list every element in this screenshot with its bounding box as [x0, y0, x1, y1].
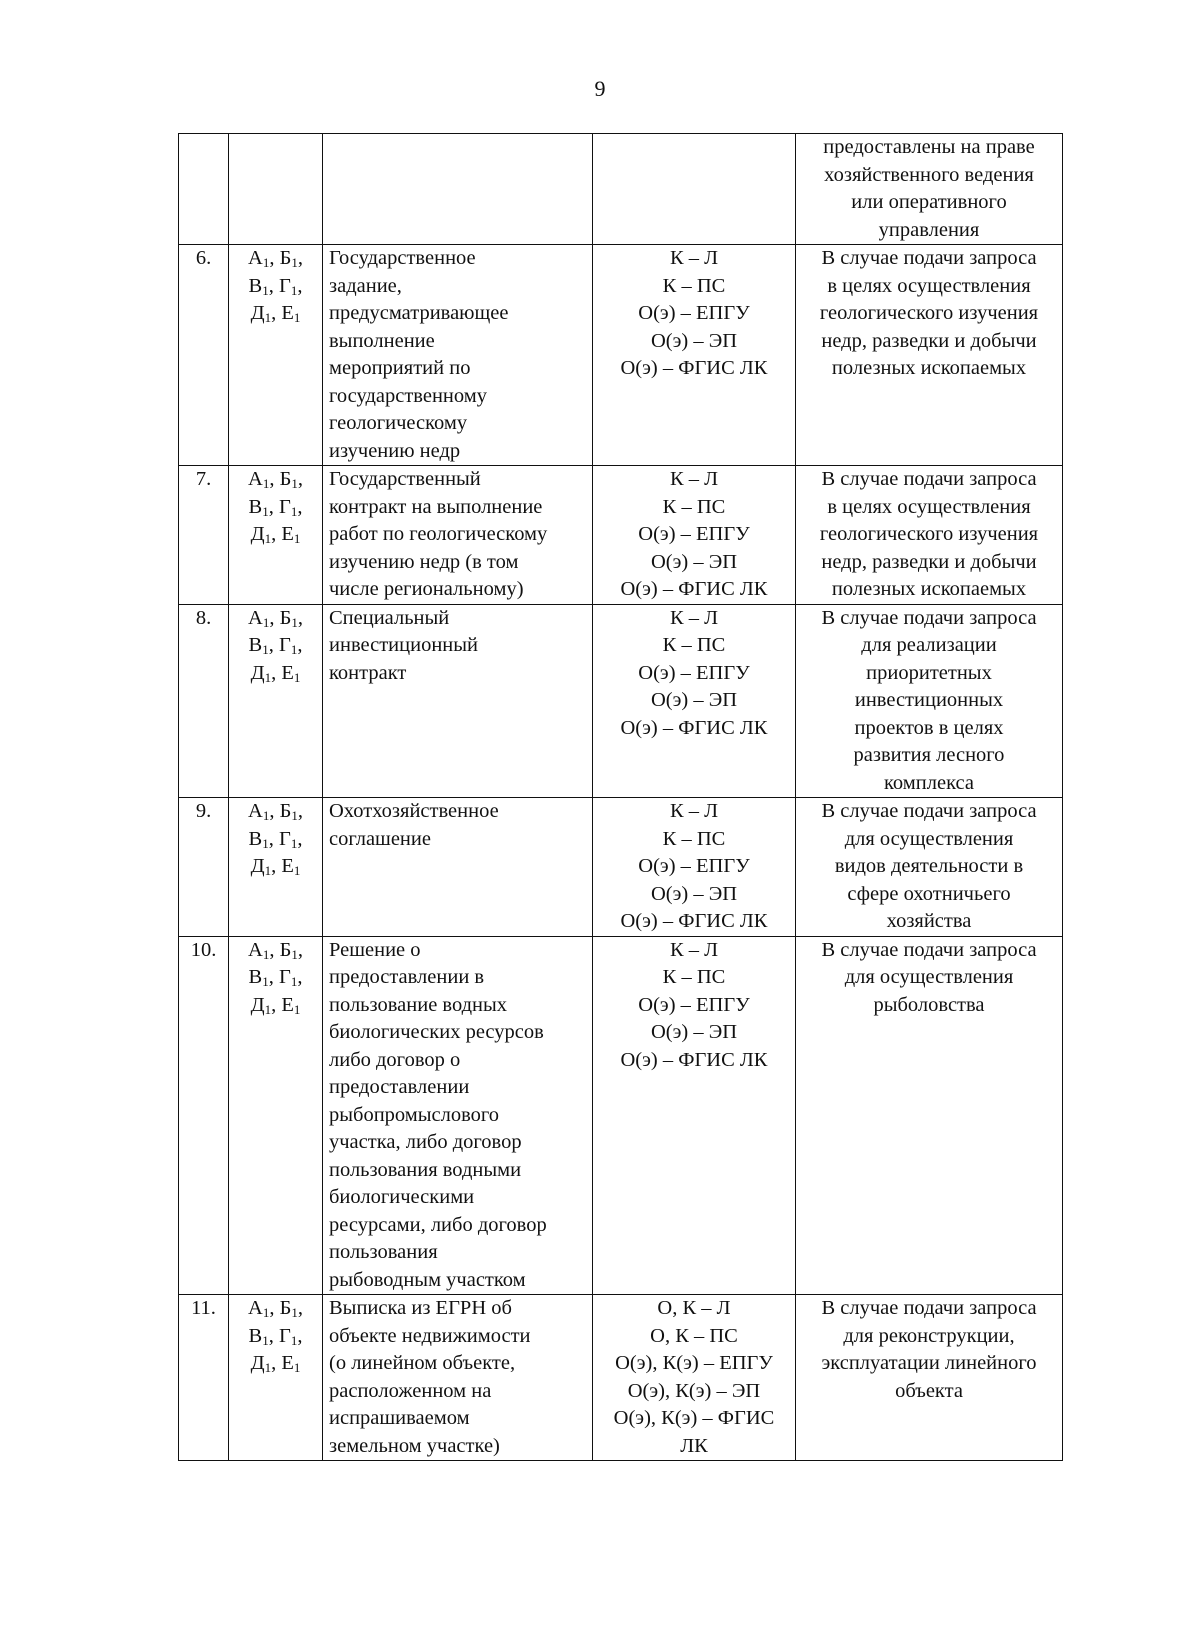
- document-line: ресурсами, либо договор: [329, 1213, 547, 1236]
- method-line: О(э) – ЕПГУ: [638, 661, 750, 684]
- row-number: 6.: [179, 245, 229, 466]
- table-row: [179, 936, 1063, 1295]
- document-line: Государственное: [329, 247, 476, 269]
- condition-line: для осуществления: [844, 966, 1014, 988]
- code-line: $А_1$, $Б_1$,: [248, 800, 303, 823]
- condition-line: полезных ископаемых: [831, 578, 1027, 600]
- condition: [796, 466, 1063, 605]
- condition-line: В случае подачи запроса: [821, 938, 1037, 961]
- table-row: [179, 245, 1063, 466]
- method-line: О(э) – ЭП: [650, 882, 738, 905]
- document-line: предоставлении: [329, 1076, 470, 1098]
- applicant-codes: [229, 1295, 323, 1461]
- method-line: К – Л: [669, 938, 719, 961]
- condition: [796, 1295, 1063, 1461]
- method-line: О(э) – ЕПГУ: [638, 302, 750, 324]
- document-line: мероприятий по: [329, 357, 471, 379]
- condition-line: сфере охотничьего: [847, 882, 1011, 905]
- document-line: испрашиваемом: [329, 1407, 470, 1429]
- document-table: [178, 133, 1063, 1461]
- method-line: К – ПС: [662, 827, 726, 850]
- condition-line: хозяйственного ведения: [824, 163, 1034, 186]
- condition-line: полезных ископаемых: [831, 357, 1027, 379]
- condition: [796, 604, 1063, 798]
- code-line: $В_1$, $Г_1$,: [248, 966, 303, 989]
- condition: [796, 245, 1063, 466]
- document-line: рыбоводным участком: [329, 1268, 526, 1291]
- method-line: О(э) – ЭП: [650, 689, 738, 711]
- row-number: 11.: [179, 1295, 229, 1461]
- code-line: $А_1$, $Б_1$,: [248, 938, 303, 962]
- method-line: К – Л: [669, 800, 719, 822]
- document-line: пользования водными: [329, 1158, 522, 1181]
- code-line: $Д_1$, $Е_1$: [250, 1352, 301, 1375]
- document-line: Выписка из ЕГРН об: [329, 1297, 512, 1319]
- document-name: [323, 245, 593, 466]
- applicant-codes: [229, 798, 323, 937]
- method-line: О(э) – ФГИС ЛК: [620, 357, 768, 379]
- document-line: предоставлении в: [329, 966, 485, 988]
- applicant-codes: [229, 245, 323, 466]
- document-name: [323, 798, 593, 937]
- row-number: 10.: [179, 936, 229, 1295]
- method-line: К – ПС: [662, 495, 726, 518]
- method-line: О(э) – ФГИС ЛК: [620, 578, 768, 600]
- row-number: 8.: [179, 604, 229, 798]
- document-name: [323, 134, 593, 245]
- condition-line: или оперативного: [851, 191, 1007, 213]
- condition-line: в целях осуществления: [827, 274, 1031, 297]
- condition-line: инвестиционных: [854, 689, 1004, 711]
- row-number: [179, 134, 229, 245]
- applicant-codes: [229, 604, 323, 798]
- method-line: О, К – ПС: [650, 1324, 738, 1347]
- document-line: инвестиционный: [329, 634, 479, 656]
- condition-line: хозяйства: [886, 910, 972, 932]
- document-line: изучению недр: [329, 439, 461, 462]
- document-line: контракт на выполнение: [329, 495, 543, 518]
- document-line: расположенном на: [329, 1379, 492, 1402]
- method-line: К – ПС: [662, 274, 726, 297]
- condition-line: в целях осуществления: [827, 495, 1031, 518]
- condition-line: В случае подачи запроса: [821, 247, 1037, 269]
- table-row: [179, 604, 1063, 798]
- method-line: О(э) – ЕПГУ: [638, 993, 750, 1016]
- table-row: [179, 1295, 1063, 1461]
- submission-methods: [593, 936, 796, 1295]
- code-line: $В_1$, $Г_1$,: [248, 827, 303, 851]
- document-line: земельном участке): [329, 1434, 500, 1457]
- method-line: О(э) – ФГИС ЛК: [620, 910, 768, 932]
- code-line: $В_1$, $Г_1$,: [248, 634, 303, 657]
- method-line: О(э) – ЭП: [650, 550, 738, 573]
- condition-line: для реализации: [861, 634, 997, 656]
- method-line: О, К – Л: [657, 1297, 731, 1319]
- applicant-codes: [229, 466, 323, 605]
- document-name: [323, 936, 593, 1295]
- document-line: государственному: [329, 384, 487, 407]
- row-number: 7.: [179, 466, 229, 605]
- submission-methods: [593, 245, 796, 466]
- document-line: объекте недвижимости: [329, 1324, 531, 1347]
- condition-line: недр, разведки и добычи: [821, 329, 1037, 352]
- table-row: [179, 466, 1063, 605]
- condition: [796, 936, 1063, 1295]
- document-line: изучению недр (в том: [329, 550, 519, 573]
- code-line: $Д_1$, $Е_1$: [250, 523, 301, 546]
- table-row: [179, 798, 1063, 937]
- document-line: геологическому: [329, 412, 468, 434]
- code-line: $В_1$, $Г_1$,: [248, 274, 303, 298]
- document-line: соглашение: [329, 827, 431, 850]
- method-line: О(э) – ФГИС ЛК: [620, 716, 768, 739]
- condition-line: управления: [878, 218, 980, 241]
- code-line: $А_1$, $Б_1$,: [248, 468, 303, 491]
- document-line: Охотхозяйственное: [329, 800, 499, 822]
- method-line: К – Л: [669, 606, 719, 629]
- document-name: [323, 1295, 593, 1461]
- condition-line: рыболовства: [873, 993, 985, 1016]
- document-line: задание,: [329, 274, 402, 297]
- condition-line: комплекса: [884, 771, 974, 794]
- method-line: О(э) – ЭП: [650, 329, 738, 352]
- document-line: Государственный: [329, 468, 481, 490]
- method-line: К – Л: [669, 247, 719, 269]
- code-line: $Д_1$, $Е_1$: [250, 302, 301, 325]
- row-number: 9.: [179, 798, 229, 937]
- document-line: (о линейном объекте,: [329, 1352, 516, 1374]
- condition-line: эксплуатации линейного: [821, 1352, 1037, 1374]
- code-line: $В_1$, $Г_1$,: [248, 495, 303, 519]
- code-line: $Д_1$, $Е_1$: [250, 993, 301, 1017]
- document-line: работ по геологическому: [329, 523, 548, 545]
- method-line: К – ПС: [662, 966, 726, 988]
- method-line: О(э) – ЕПГУ: [638, 523, 750, 545]
- submission-methods: [593, 466, 796, 605]
- method-line: О(э) – ЭП: [650, 1021, 738, 1043]
- condition-line: для осуществления: [844, 827, 1014, 850]
- submission-methods: [593, 134, 796, 245]
- condition: [796, 798, 1063, 937]
- document-line: пользования: [329, 1241, 438, 1263]
- condition-line: предоставлены на праве: [823, 136, 1035, 158]
- code-line: $Д_1$, $Е_1$: [250, 855, 301, 878]
- document-line: контракт: [329, 661, 407, 684]
- condition-line: В случае подачи запроса: [821, 1297, 1037, 1319]
- submission-methods: [593, 1295, 796, 1461]
- applicant-codes: [229, 134, 323, 245]
- document-line: биологических ресурсов: [329, 1021, 544, 1043]
- document-line: участка, либо договор: [329, 1131, 522, 1153]
- code-line: $А_1$, $Б_1$,: [248, 606, 303, 630]
- method-line: О(э), К(э) – ЕПГУ: [615, 1352, 773, 1374]
- condition-line: объекта: [895, 1379, 963, 1402]
- code-line: $Д_1$, $Е_1$: [250, 661, 301, 685]
- document-line: предусматривающее: [329, 302, 509, 324]
- document-line: рыбопромыслового: [329, 1103, 500, 1126]
- condition-line: геологического изучения: [819, 302, 1039, 324]
- condition-line: геологического изучения: [819, 523, 1039, 545]
- submission-methods: [593, 604, 796, 798]
- applicant-codes: [229, 936, 323, 1295]
- document-line: числе региональному): [329, 578, 524, 600]
- method-line: ЛК: [680, 1434, 708, 1457]
- method-line: О(э), К(э) – ФГИС: [613, 1407, 775, 1429]
- submission-methods: [593, 798, 796, 937]
- code-line: $А_1$, $Б_1$,: [248, 247, 303, 270]
- document-name: [323, 604, 593, 798]
- document-line: выполнение: [329, 329, 435, 352]
- method-line: К – Л: [669, 468, 719, 490]
- document-line: Решение о: [329, 938, 421, 961]
- condition-line: развития лесного: [853, 744, 1005, 766]
- table-row: [179, 134, 1063, 245]
- method-line: О(э) – ФГИС ЛК: [620, 1048, 768, 1071]
- document-line: либо договор о: [329, 1048, 461, 1071]
- method-line: О(э) – ЕПГУ: [638, 855, 750, 877]
- method-line: О(э), К(э) – ЭП: [627, 1379, 761, 1402]
- condition-line: В случае подачи запроса: [821, 606, 1037, 629]
- method-line: К – ПС: [662, 634, 726, 656]
- code-line: $В_1$, $Г_1$,: [248, 1324, 303, 1348]
- page-number: 9: [594, 76, 606, 101]
- document-line: пользование водных: [329, 993, 508, 1016]
- document-line: Специальный: [329, 606, 450, 629]
- condition-line: видов деятельности в: [834, 855, 1024, 877]
- document-line: биологическими: [329, 1186, 475, 1208]
- condition-line: В случае подачи запроса: [821, 468, 1037, 490]
- condition: [796, 134, 1063, 245]
- condition-line: проектов в целях: [854, 716, 1004, 739]
- condition-line: недр, разведки и добычи: [821, 550, 1037, 573]
- code-line: $А_1$, $Б_1$,: [248, 1297, 303, 1320]
- condition-line: приоритетных: [866, 661, 992, 684]
- condition-line: В случае подачи запроса: [821, 800, 1037, 822]
- document-name: [323, 466, 593, 605]
- condition-line: для реконструкции,: [843, 1324, 1015, 1347]
